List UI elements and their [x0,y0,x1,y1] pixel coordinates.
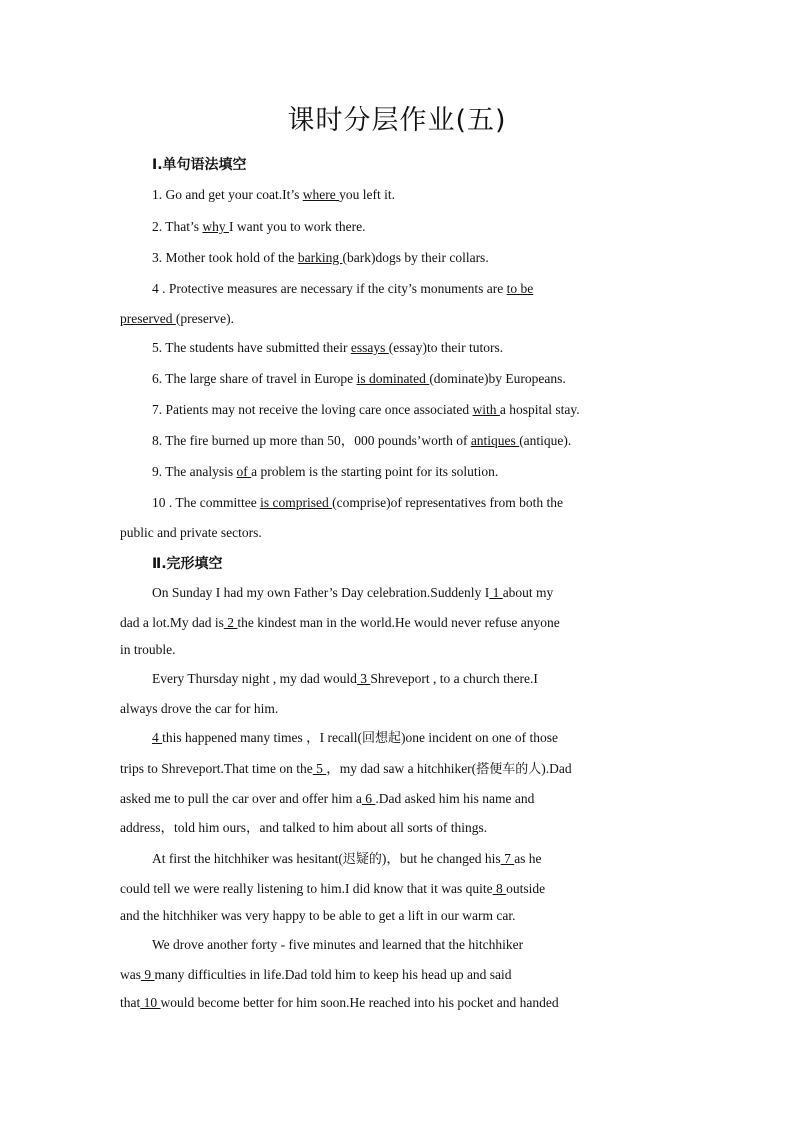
question-4-cont [120,310,673,328]
cloze-line [120,907,673,925]
cloze-line [120,760,673,779]
text-segment: many difficulties in life.Dad told him to keep his head up and said [154,967,512,982]
text-segment: that [120,995,141,1010]
answer: why [202,219,229,234]
text-segment: as he [514,851,542,866]
blank: 1 [489,585,503,600]
answer: with [472,402,500,417]
answer: antiques [470,433,520,448]
cloze-line [152,584,673,602]
cloze-line [120,641,673,659]
cloze-line [152,850,673,869]
cloze-line [120,819,673,837]
text-segment: ，my dad saw a hitchhiker( [326,761,477,776]
text-segment: On Sunday I had my own Father’s Day celebration.Suddenly I [152,585,490,600]
text-segment: asked me to pull the car over and offer him a [120,791,362,806]
page-title: 课时分层作业(五) [287,105,507,136]
question-4 [152,280,673,298]
question-text: 4 . Protective measures are necessary if the city’s monuments are [152,281,507,296]
text-segment: )，but he changed his [381,851,501,866]
text-segment: trips to Shreveport.That time on the [120,761,313,776]
blank: 3 [356,671,371,686]
cloze-line [120,790,673,808]
question-text: (preserve). [175,311,234,326]
text-segment: this happened many times ，I recall( [162,730,362,745]
text-segment: outside [506,881,546,896]
question-text: 6. The large share of travel in Europe [152,371,357,386]
cloze-line [120,880,673,898]
question-10 [152,494,673,512]
answer: is dominated [356,371,430,386]
text-segment: Shreveport , to a church there.I [370,671,538,686]
question-text: 3. Mother took hold of the [152,250,298,265]
text-segment: was [120,967,141,982]
text-segment: )one incident on one of those [400,730,559,745]
answer: is comprised [260,495,333,510]
blank: 6 [361,791,376,806]
text-segment: would become better for him soon.He reached into his pocket and handed [160,995,559,1010]
answer: barking [297,250,343,265]
question-8 [152,432,673,450]
answer: essays [350,340,389,355]
section-1-heading: Ⅰ.单句语法填空 [152,157,247,173]
question-text: (antique). [519,433,572,448]
question-text: 2. That’s [152,219,203,234]
question-text: (comprise)of representatives from both the [332,495,564,510]
answer: where [302,187,340,202]
question-text: 10 . The committee [152,495,261,510]
text-segment: 迟疑的 [342,852,382,867]
text-segment: about my [502,585,554,600]
blank: 7 [500,851,515,866]
cloze-line [120,614,673,632]
cloze-line [152,670,673,688]
question-text: I want you to work there. [229,219,366,234]
text-segment: dad a lot.My dad is [120,615,224,630]
text-segment: could tell we were really listening to him.I did know that it was quite [120,881,493,896]
text-segment: We drove another forty - five minutes and learned that the hitchhiker [152,937,524,952]
question-text: (bark)dogs by their collars. [342,250,489,265]
text-segment: address，told him ours，and talked to him about all sorts of things. [120,820,488,835]
section-2-heading: Ⅱ.完形填空 [152,556,223,572]
question-5 [152,339,673,357]
question-text: a problem is the starting point for its solution. [251,464,499,479]
cloze-line [120,994,673,1012]
question-2 [152,218,673,236]
text-segment: the kindest man in the world.He would never refuse anyone [237,615,560,630]
blank: 10 [140,995,161,1010]
text-segment: ).Dad [541,761,572,776]
answer: to be [506,281,534,296]
question-3 [152,249,673,267]
question-10-cont [120,524,673,542]
question-6 [152,370,673,388]
question-9 [152,463,673,481]
question-7 [152,401,673,419]
cloze-line [152,729,673,748]
text-segment: 搭便车的人 [476,762,542,777]
question-text: you left it. [339,187,395,202]
text-segment: .Dad asked him his name and [375,791,535,806]
text-segment: 回想起 [361,731,401,746]
blank: 4 [152,730,163,745]
text-segment: Every Thursday night , my dad would [152,671,357,686]
cloze-line [152,936,673,954]
text-segment: and the hitchhiker was very happy to be able to get a lift in our warm car. [120,908,516,923]
question-1 [152,186,673,204]
question-text: 5. The students have submitted their [152,340,351,355]
question-text: public and private sectors. [120,525,262,540]
blank: 5 [312,761,327,776]
question-text: 1. Go and get your coat.It’s [152,187,303,202]
text-segment: At first the hitchhiker was hesitant( [152,851,343,866]
question-text: 8. The fire burned up more than 50，000 pounds’worth of [152,433,471,448]
question-text: (dominate)by Europeans. [429,371,566,386]
blank: 8 [492,881,507,896]
cloze-line [120,966,673,984]
question-text: 9. The analysis [152,464,237,479]
text-segment: always drove the car for him. [120,701,279,716]
blank: 2 [223,615,238,630]
answer: of [236,464,252,479]
cloze-line [120,700,673,718]
answer: preserved [120,311,176,326]
question-text: (essay)to their tutors. [388,340,504,355]
blank: 9 [141,967,155,982]
question-text: 7. Patients may not receive the loving care once associated [152,402,473,417]
text-segment: in trouble. [120,642,176,657]
question-text: a hospital stay. [499,402,580,417]
